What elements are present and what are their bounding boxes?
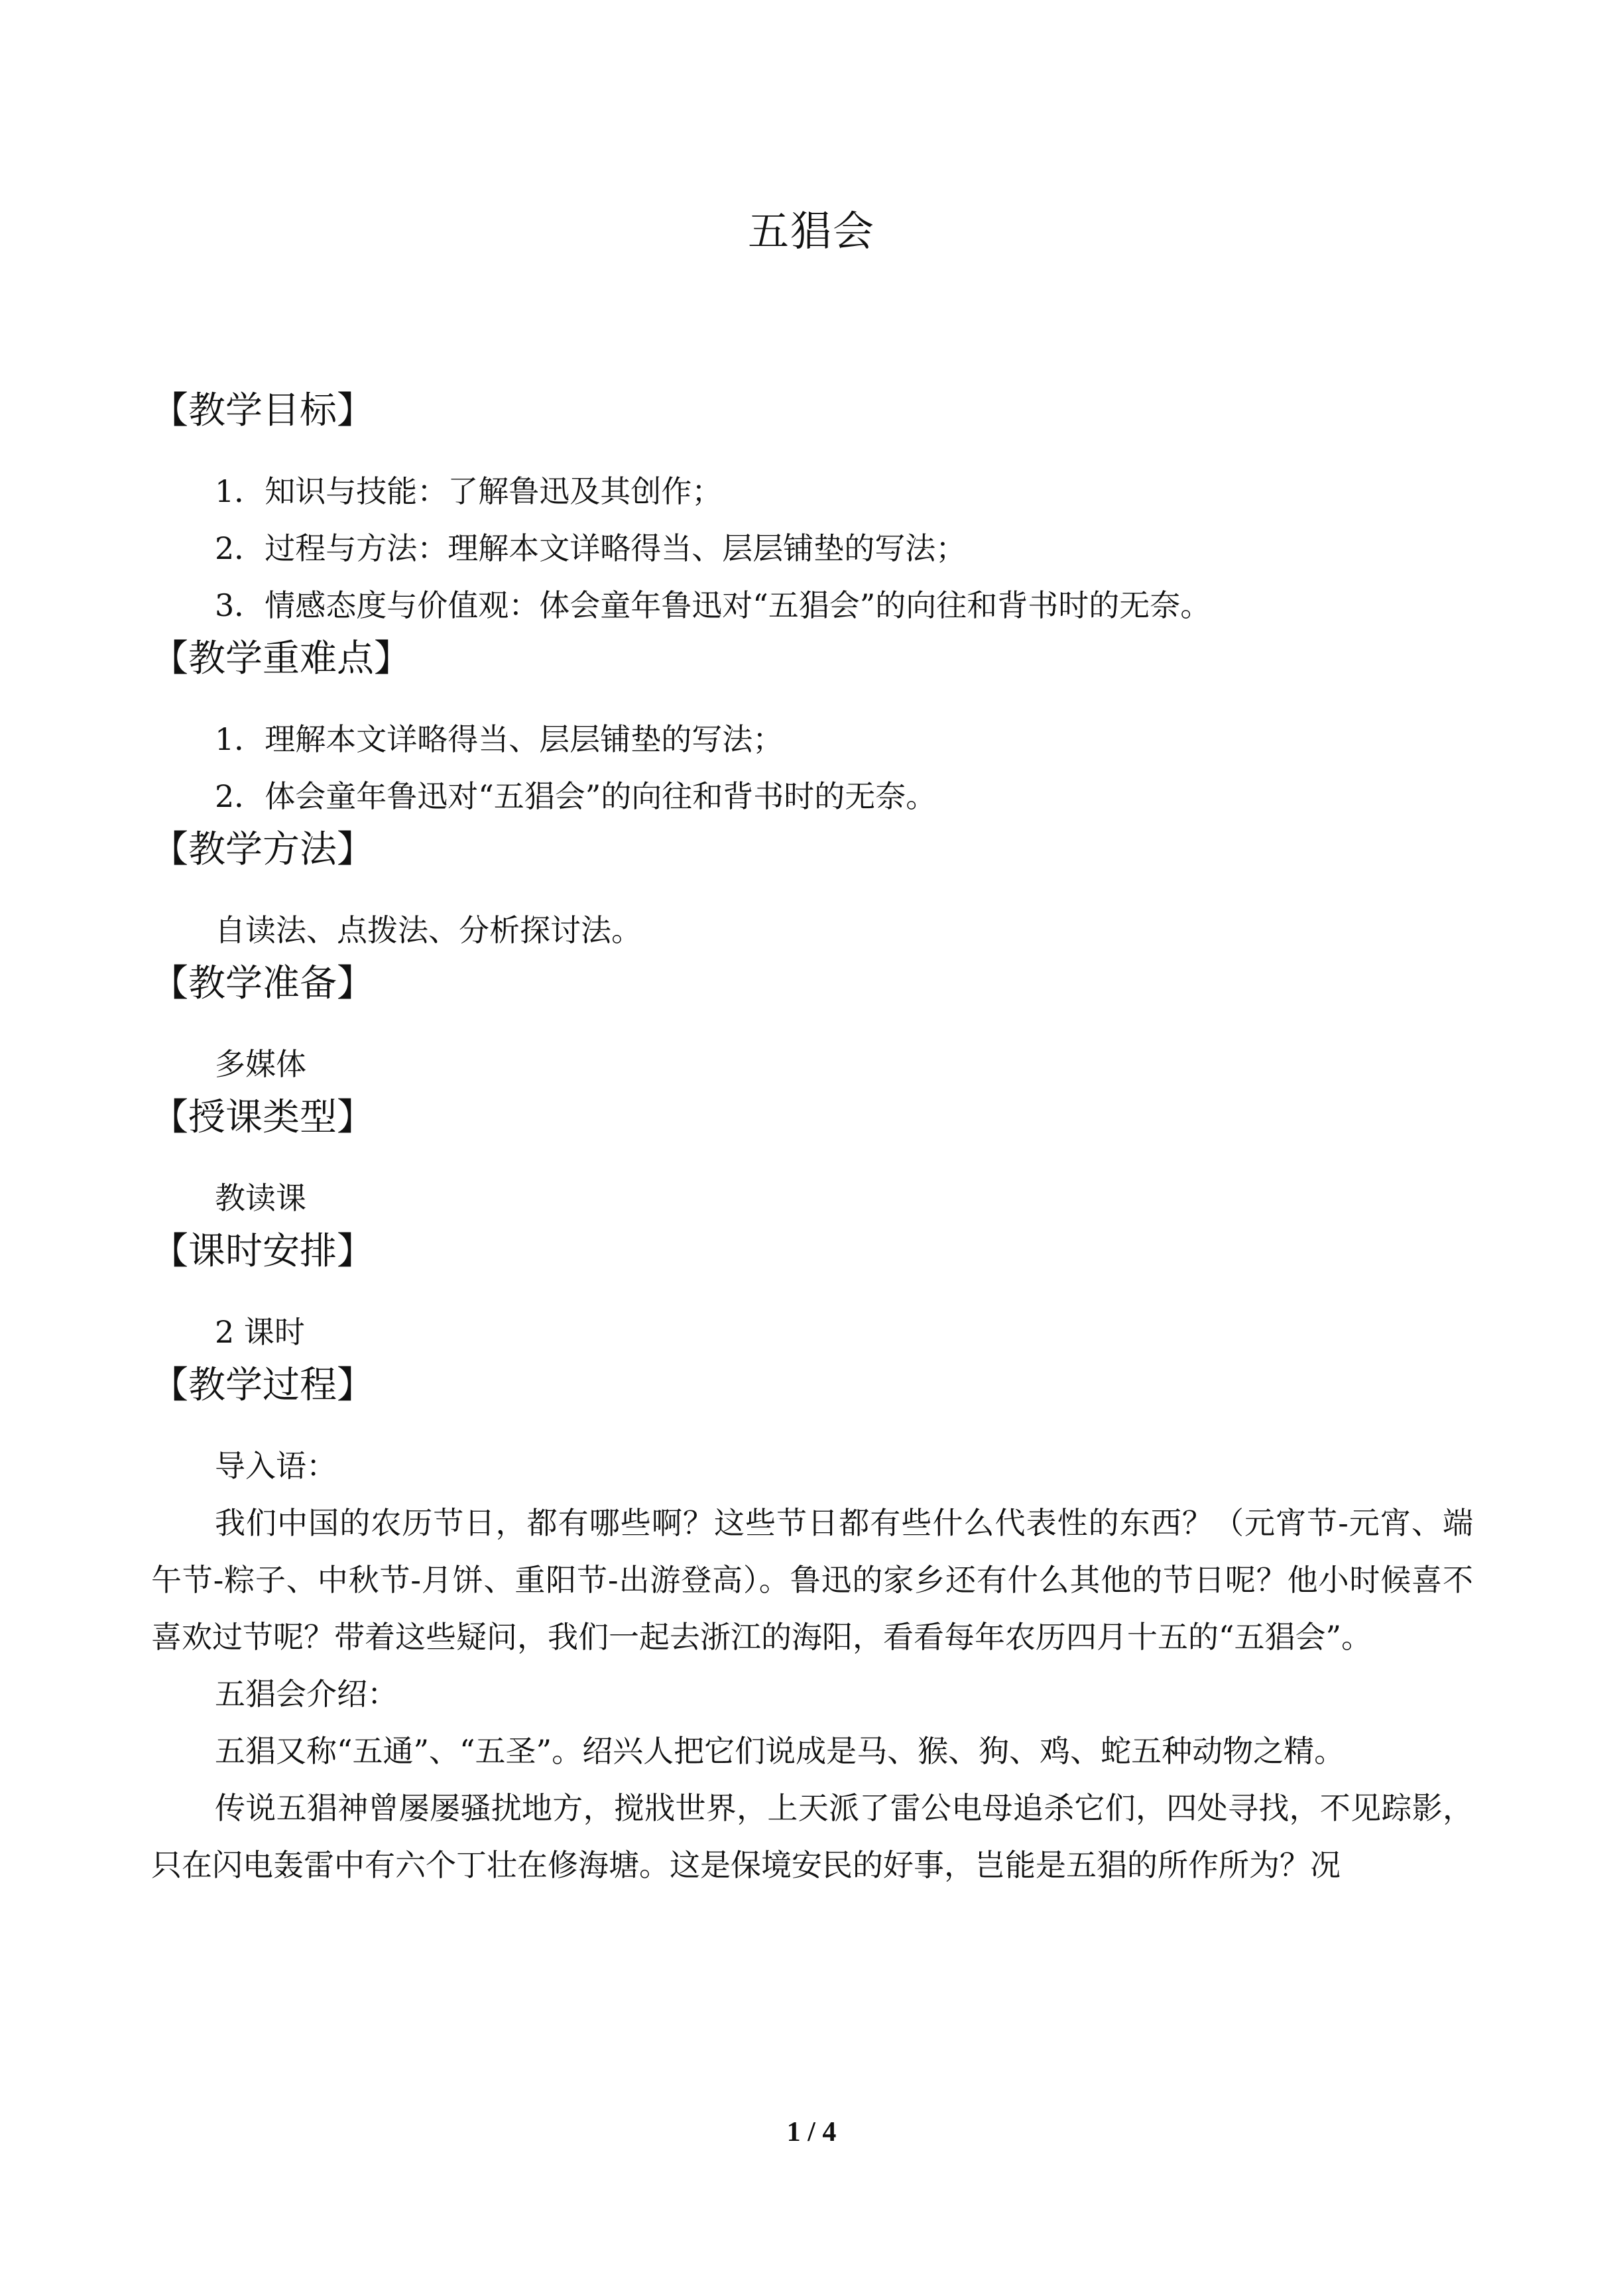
page-number: 1 / 4 xyxy=(786,2117,837,2147)
paragraph: 1．理解本文详略得当、层层铺垫的写法； xyxy=(215,721,784,757)
paragraph: 五猖会介绍： xyxy=(215,1676,398,1712)
paragraph: 2 课时 xyxy=(215,1314,305,1350)
section-schedule xyxy=(151,1227,1473,1360)
document-body xyxy=(151,386,1473,1894)
section-heading: 【教学目标】 xyxy=(151,389,374,432)
section-heading: 【教学方法】 xyxy=(151,828,374,871)
section-teaching-process xyxy=(151,1360,1473,1894)
paragraph: 2．过程与方法：理解本文详略得当、层层铺垫的写法； xyxy=(215,530,967,566)
paragraph: 多媒体 xyxy=(215,1046,306,1082)
section-preparation xyxy=(151,959,1473,1093)
section-heading: 【教学重难点】 xyxy=(151,637,411,680)
section-teaching-methods xyxy=(151,825,1473,959)
section-heading: 【教学准备】 xyxy=(151,962,374,1005)
section-class-type xyxy=(151,1093,1473,1227)
paragraph: 自读法、点拨法、分析探讨法。 xyxy=(215,912,642,948)
paragraph: 2．体会童年鲁迅对“五猖会”的向往和背书时的无奈。 xyxy=(215,778,937,814)
section-heading: 【教学过程】 xyxy=(151,1364,374,1407)
section-key-points xyxy=(151,634,1473,825)
section-heading: 【授课类型】 xyxy=(151,1096,374,1139)
paragraph: 导入语： xyxy=(215,1448,337,1484)
paragraph: 教读课 xyxy=(215,1180,306,1216)
paragraph: 传说五猖神曾屡屡骚扰地方，搅戕世界，上天派了雷公电母追杀它们，四处寻找，不见踪影，只在闪电轰雷中有六个丁壮在修海塘。这是保境安民的好事，岂能是五猖的所作所为？况 xyxy=(151,1790,1473,1883)
section-teaching-goals xyxy=(151,386,1473,634)
paragraph: 五猖又称“五通”、“五圣”。绍兴人把它们说成是马、猴、狗、鸡、蛇五种动物之精。 xyxy=(215,1733,1345,1769)
paragraph: 我们中国的农历节日，都有哪些啊？这些节日都有些什么代表性的东西？（元宵节-元宵、端午节-粽子、中秋节-月饼、重阳节-出游登高）。鲁迅的家乡还有什么其他的节日呢？他小时候喜不喜欢过节呢？带着这些疑问，我们一起去浙江的海阳，看看每年农历四月十五的“五猖会”。 xyxy=(151,1505,1473,1655)
paragraph: 1．知识与技能：了解鲁迅及其创作； xyxy=(215,473,723,509)
section-heading: 【课时安排】 xyxy=(151,1230,374,1273)
document-title: 五猖会 xyxy=(747,207,875,255)
paragraph: 3．情感态度与价值观：体会童年鲁迅对“五猖会”的向往和背书时的无奈。 xyxy=(215,587,1211,623)
